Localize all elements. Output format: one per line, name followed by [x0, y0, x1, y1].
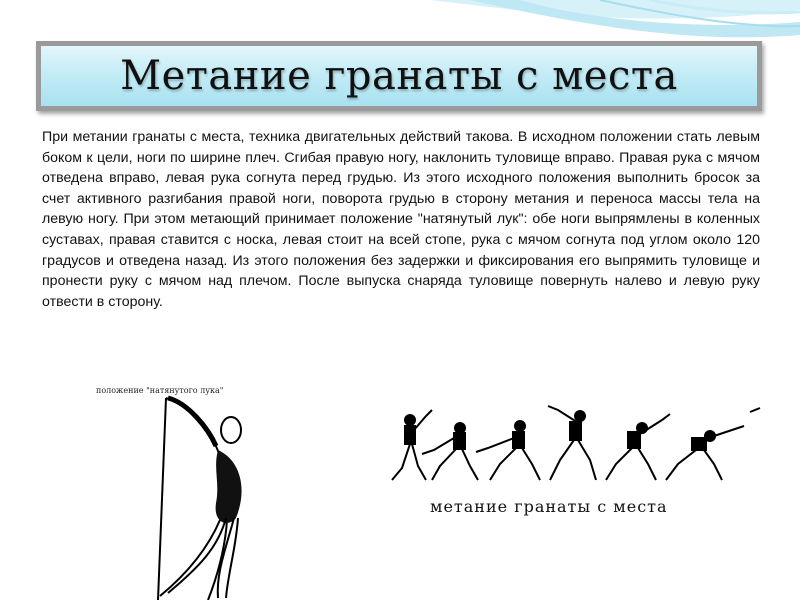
throw-sequence-caption: метание гранаты с места: [430, 497, 668, 516]
bow-pose-caption: положение "натянутого лука": [96, 386, 224, 395]
bow-pose-figure: [48, 378, 320, 600]
slide-title: Метание гранаты с места: [120, 53, 678, 99]
title-banner: [36, 41, 762, 111]
body-paragraph: При метании гранаты с места, техника двигательных действий такова. В исходном положении стать левым боком к цели, ноги по ширине плеч. Сгибая правую ногу, наклонить туловище вправо. Правая рука с мячом отведена вправо, левая рука согнута перед грудью. Из этого исходного положения выполнить бросок за счет активного разгибания правой ноги, поворота грудью в сторону метания и переноса массы тела на левую ногу. При этом метающий принимает положение "натянутый лук": обе ноги выпрямлены в коленных суставах, правая ставится с носка, левая стоит на всей стопе, рука с мячом согнута под углом около 120 градусов и отведена назад. Из этого положения без задержки и фиксирования его выпрямить туловище и пронести руку с мячом над плечом. После выпуска снаряда туловище повернуть налево и левую руку отвести в сторону.: [42, 129, 760, 310]
